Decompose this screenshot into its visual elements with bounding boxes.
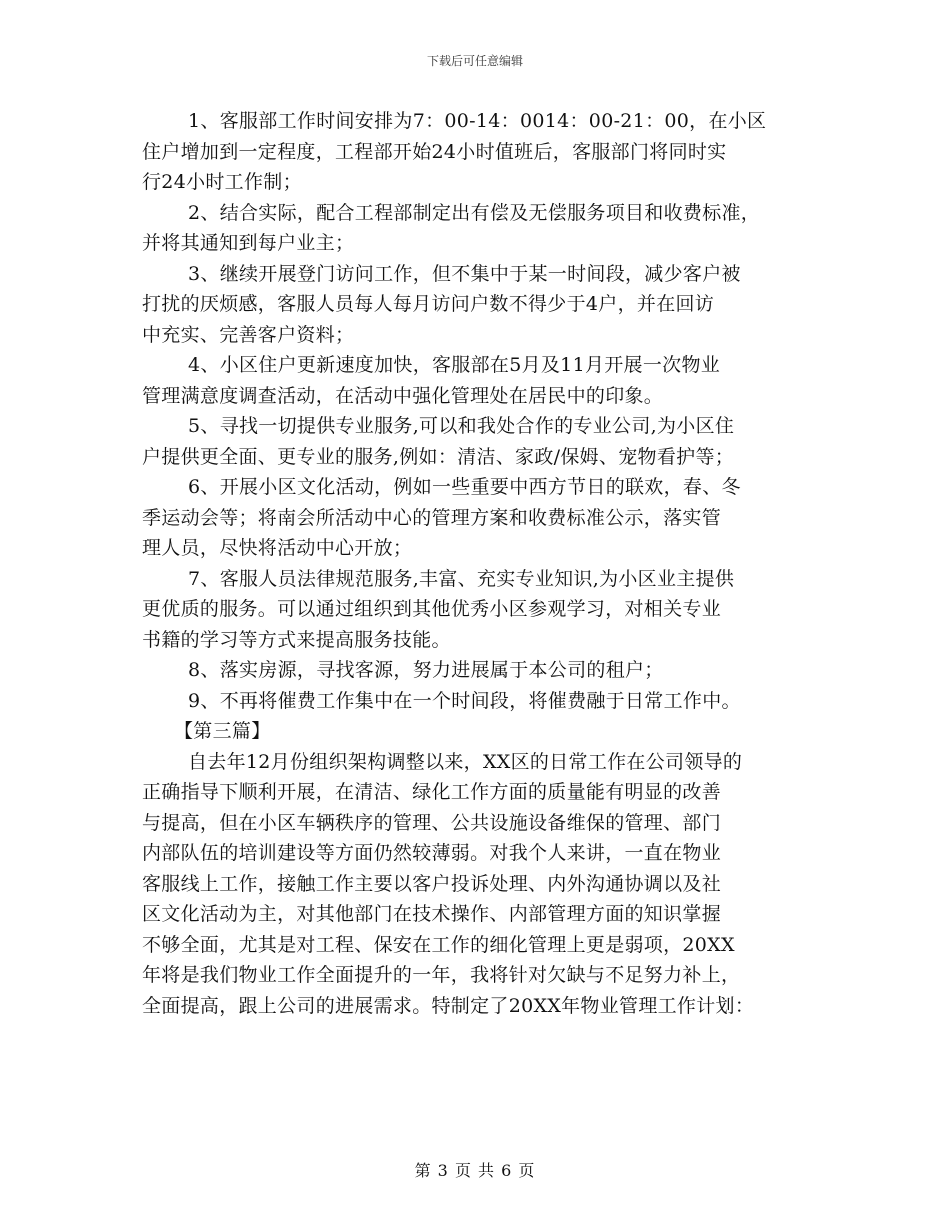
paragraph-line: 更优质的服务。可以通过组织到其他优秀小区参观学习，对相关专业: [142, 598, 722, 620]
paragraph-line: 9、不再将催费工作集中在一个时间段，将催费融于日常工作中。: [188, 689, 741, 712]
paragraph-line: 6、开展小区文化活动，例如一些重要中西方节日的联欢，春、冬: [188, 476, 741, 498]
paragraph-line: 客服线上工作，接触工作主要以客户投诉处理、内外沟通协调以及社: [142, 872, 722, 895]
page-header: 下载后可任意编辑: [426, 54, 523, 68]
paragraph-line: 打扰的厌烦感，客服人员每人每月访问户数不得少于4户，并在回访: [142, 293, 715, 315]
paragraph-line: 2、结合实际，配合工程部制定出有偿及无偿服务项目和收费标准，: [188, 201, 761, 224]
paragraph-line: 区文化活动为主，对其他部门在技术操作、内部管理方面的知识掌握: [142, 903, 722, 925]
paragraph-line: 并将其通知到每户业主；: [142, 232, 355, 254]
paragraph-line: 住户增加到一定程度，工程部开始24小时值班后，客服部门将同时实: [142, 140, 727, 163]
paragraph-line: 年将是我们物业工作全面提升的一年，我将针对欠缺与不足努力补上，: [142, 964, 741, 986]
paragraph-line: 自去年12月份组织架构调整以来，XX区的日常工作在公司领导的: [188, 750, 743, 773]
paragraph-line: 户提供更全面、更专业的服务,例如：清洁、家政/保姆、宠物看护等；: [142, 445, 735, 468]
page-footer: 第 3 页 共 6 页: [414, 1161, 536, 1180]
paragraph-line: 中充实、完善客户资料；: [142, 323, 355, 346]
paragraph-line: 不够全面，尤其是对工程、保安在工作的细化管理上更是弱项，20XX: [142, 933, 735, 956]
paragraph-line: 与提高，但在小区车辆秩序的管理、公共设施设备维保的管理、部门: [142, 811, 722, 834]
paragraph-line: 管理满意度调查活动，在活动中强化管理处在居民中的印象。: [142, 384, 664, 407]
paragraph-line: 8、落实房源，寻找客源，努力进展属于本公司的租户；: [188, 659, 664, 681]
paragraph-line: 5、寻找一切提供专业服务,可以和我处合作的专业公司,为小区住: [188, 415, 735, 437]
paragraph-line: 内部队伍的培训建设等方面仍然较薄弱。对我个人来讲，一直在物业: [142, 842, 722, 864]
paragraph-line: 3、继续开展登门访问工作，但不集中于某一时间段，减少客户被: [188, 262, 741, 285]
section-heading: 【第三篇】: [174, 720, 271, 742]
paragraph-line: 书籍的学习等方式来提高服务技能。: [142, 628, 451, 651]
paragraph-line: 正确指导下顺利开展，在清洁、绿化工作方面的质量能有明显的改善: [142, 781, 722, 803]
paragraph-line: 季运动会等；将南会所活动中心的管理方案和收费标准公示，落实管: [142, 506, 722, 529]
paragraph-line: 全面提高，跟上公司的进展需求。特制定了20XX年物业管理工作计划：: [142, 994, 755, 1017]
paragraph-line: 行24小时工作制；: [142, 171, 302, 193]
paragraph-line: 理人员，尽快将活动中心开放；: [142, 537, 413, 559]
document-body: [142, 106, 832, 1021]
paragraph-line: 1、客服部工作时间安排为7：00-14：0014：00-21：00，在小区: [188, 110, 767, 132]
paragraph-line: 4、小区住户更新速度加快，客服部在5月及11月开展一次物业: [188, 354, 721, 376]
paragraph-line: 7、客服人员法律规范服务,丰富、充实专业知识,为小区业主提供: [188, 567, 735, 590]
